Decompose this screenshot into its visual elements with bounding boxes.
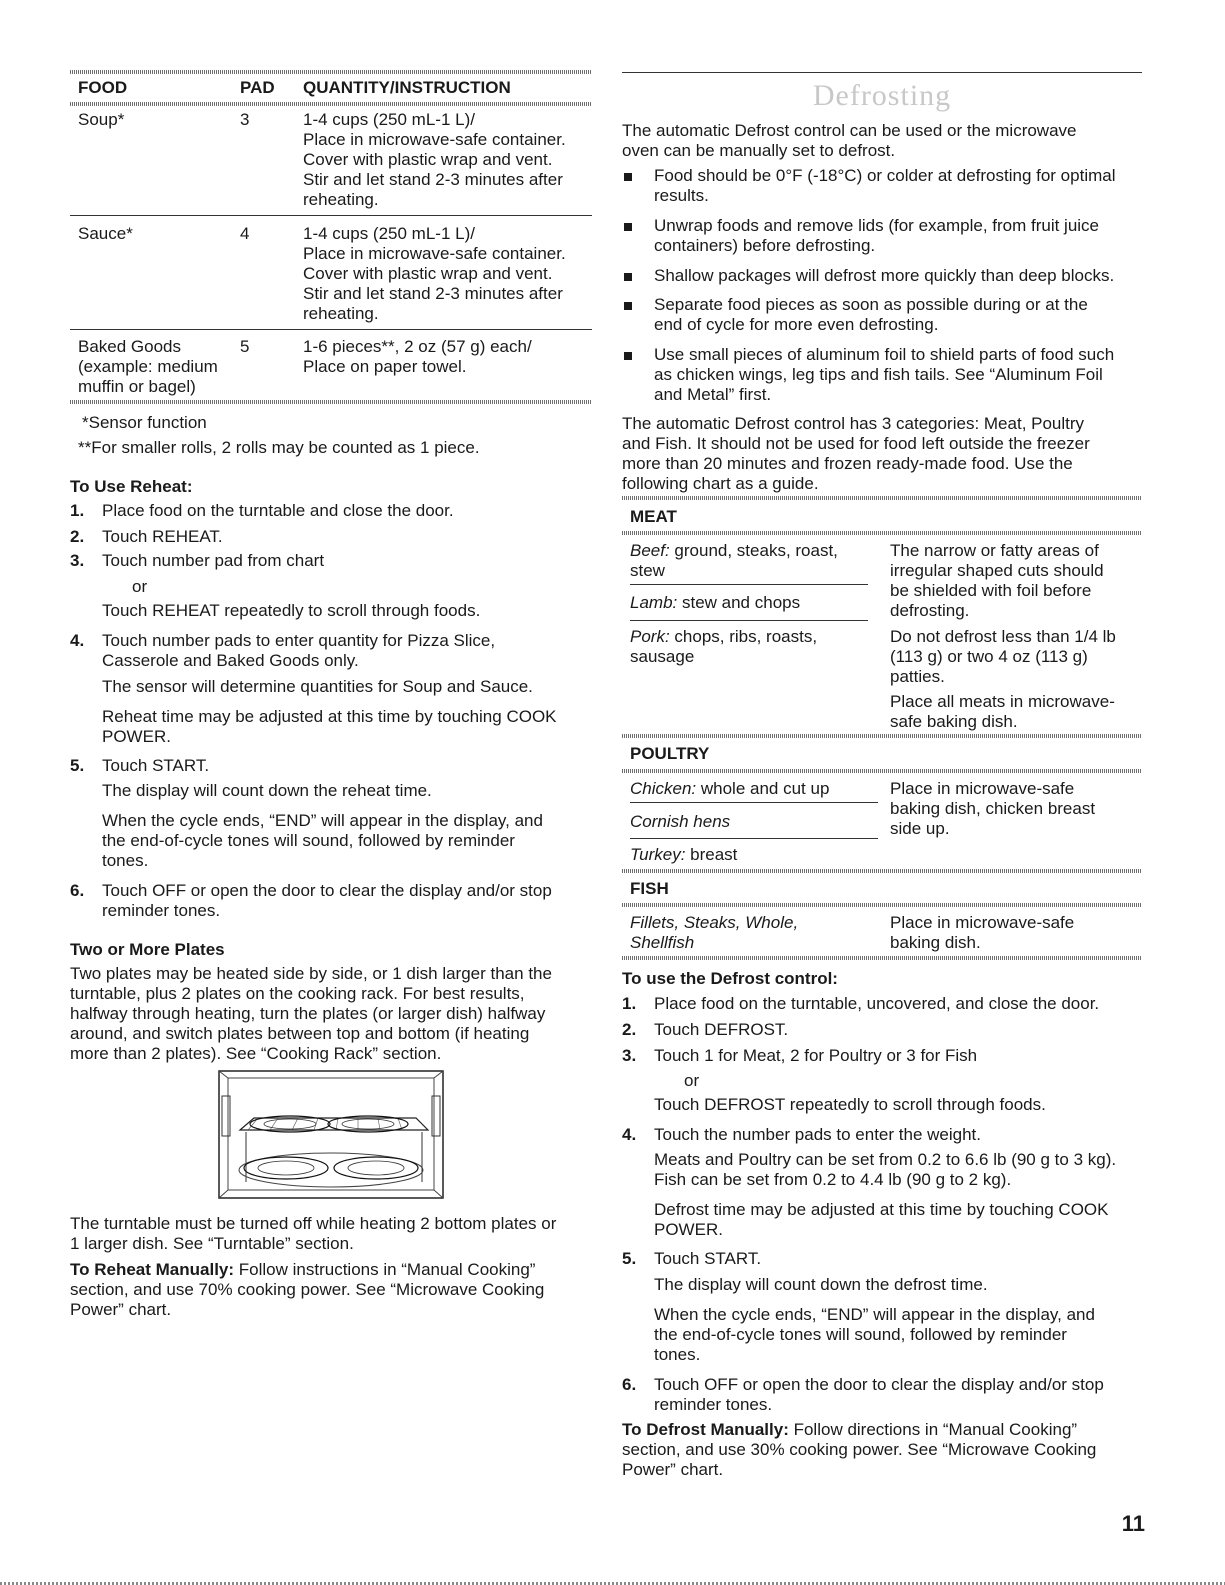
step-text: Touch OFF or open the door to clear the display and/or stop — [102, 881, 552, 900]
step-text: When the cycle ends, “END” will appear in the display, and — [102, 811, 543, 830]
pad-number: 4 — [240, 224, 250, 243]
bullet-icon — [624, 302, 632, 310]
step-text: The display will count down the reheat time. — [102, 781, 432, 800]
step-or: or — [132, 577, 148, 596]
step-text: Place food on the turntable and close the door. — [102, 501, 454, 520]
defrost-steps-heading: To use the Defrost control: — [622, 969, 838, 988]
step-text: Touch number pads to enter quantity for Pizza Slice, — [102, 631, 496, 650]
bullet-icon — [624, 223, 632, 231]
step-text: Reheat time may be adjusted at this time by touching COOK — [102, 707, 557, 726]
bullet-icon — [624, 352, 632, 360]
food-name: Soup* — [78, 110, 125, 129]
step-text: the end-of-cycle tones will sound, followed by reminder — [102, 831, 515, 850]
step-text: Casserole and Baked Goods only. — [102, 651, 359, 670]
defrost-manually: To Defrost Manually: Follow directions in “Manual Cooking” — [622, 1420, 1078, 1439]
food-name: Baked Goods (example: medium muffin or bagel) — [78, 337, 218, 396]
reheat-manually-text: section, and use 70% cooking power. See “Microwave Cooking — [70, 1280, 545, 1299]
header-food: FOOD — [78, 78, 128, 97]
beef-item: Beef: ground, steaks, roast, — [630, 541, 838, 560]
footnote-rolls: **For smaller rolls, 2 rolls may be counted as 1 piece. — [78, 438, 480, 457]
lamb-item: Lamb: stew and chops — [630, 593, 801, 612]
defrost-manually-text: Power” chart. — [622, 1460, 724, 1479]
food-name: Sauce* — [78, 224, 133, 243]
defrost-manually-text: section, and use 30% cooking power. See “Microwave Cooking — [622, 1440, 1097, 1459]
reheat-manually-text: Power” chart. — [70, 1300, 172, 1319]
two-plates-heading: Two or More Plates — [70, 940, 225, 959]
step-text: The sensor will determine quantities for Soup and Sauce. — [102, 677, 533, 696]
step-text: Touch REHEAT. — [102, 527, 223, 546]
footnote-sensor: *Sensor function — [82, 413, 207, 432]
page-number: 11 — [1121, 1511, 1145, 1536]
header-pad: PAD — [240, 78, 275, 97]
bullet-icon — [624, 173, 632, 181]
poultry-header: POULTRY — [630, 744, 710, 763]
step-text: Touch REHEAT repeatedly to scroll through foods. — [102, 601, 481, 620]
step-text: Touch START. — [102, 756, 210, 775]
instruction: 1-6 pieces**, 2 oz (57 g) each/ Place on paper towel. — [303, 337, 532, 376]
reheat-table-header — [70, 70, 592, 106]
oven-plates-illustration — [218, 1070, 444, 1200]
cornish-item: Cornish hens — [630, 812, 731, 831]
step-text: reminder tones. — [102, 901, 221, 920]
meat-header: MEAT — [630, 507, 677, 526]
header-quantity: QUANTITY/INSTRUCTION — [303, 78, 511, 97]
turkey-item: Turkey: breast — [630, 845, 738, 864]
pad-number: 5 — [240, 337, 250, 356]
section-title: Defrosting — [812, 79, 952, 112]
step-text: Touch number pad from chart — [102, 551, 325, 570]
fish-header: FISH — [630, 879, 669, 898]
bullet-icon — [624, 273, 632, 281]
step-text: tones. — [102, 851, 149, 870]
pad-number: 3 — [240, 110, 250, 129]
pork-item: Pork: chops, ribs, roasts, — [630, 627, 818, 646]
reheat-heading: To Use Reheat: — [70, 477, 193, 496]
instruction: 1-4 cups (250 mL-1 L)/ Place in microwave-safe container. Cover with plastic wrap and vent. Stir and let stand 2-3 minutes after reheating. — [303, 224, 566, 323]
chicken-item: Chicken: whole and cut up — [630, 779, 830, 798]
step-text: POWER. — [102, 727, 171, 746]
reheat-manually: To Reheat Manually: Follow instructions in “Manual Cooking” — [70, 1260, 536, 1279]
instruction: 1-4 cups (250 mL-1 L)/ Place in microwave-safe container. Cover with plastic wrap and vent. Stir and let stand 2-3 minutes after reheating. — [303, 110, 566, 209]
